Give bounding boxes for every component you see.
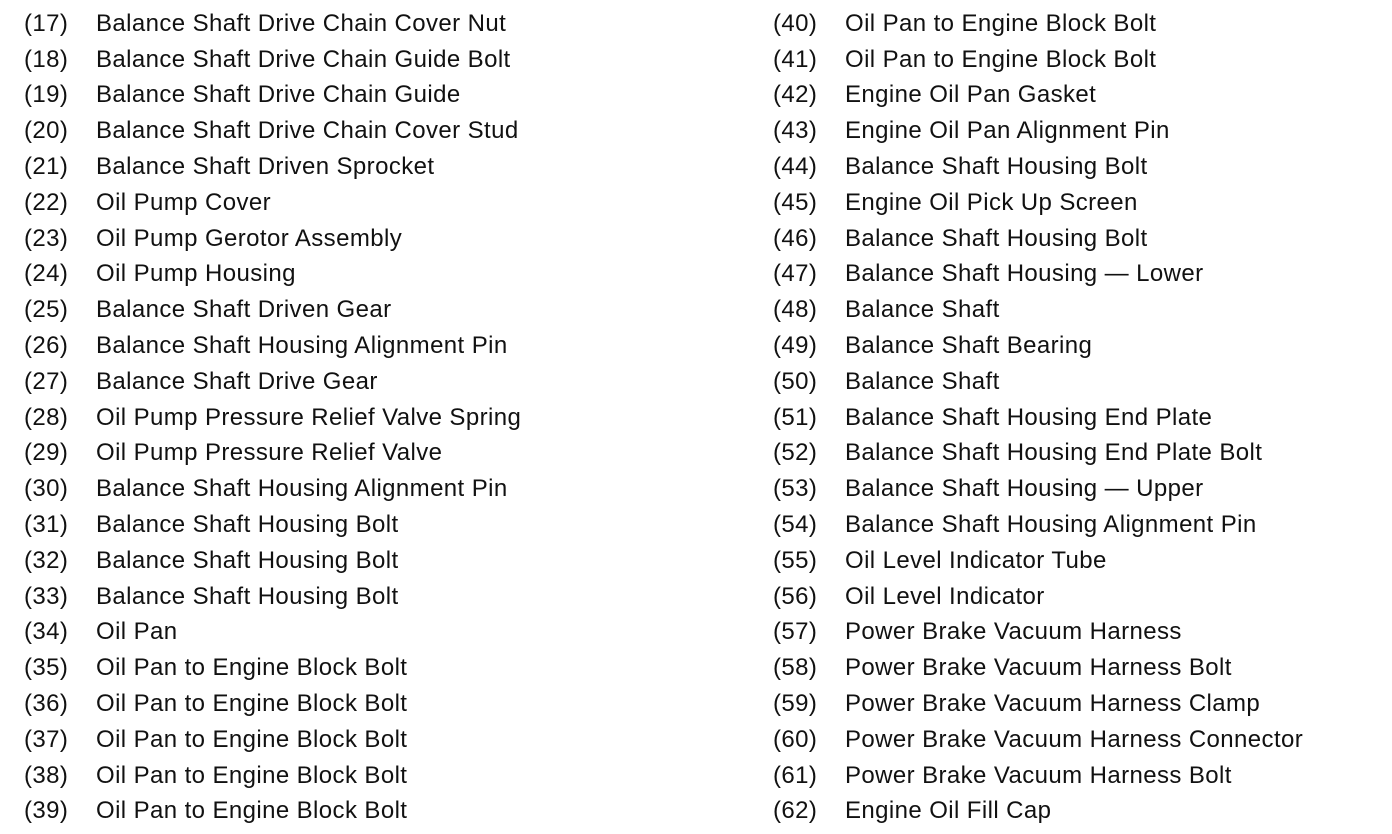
legend-item-label: Balance Shaft Driven Gear [96,296,392,324]
legend-item-label: Balance Shaft Housing End Plate [845,403,1213,431]
legend-item-label: Oil Pan to Engine Block Bolt [96,797,408,825]
legend-item-label: Engine Oil Pan Alignment Pin [845,117,1170,145]
legend-item-number: (31) [24,511,69,539]
legend-item-label: Oil Pump Housing [96,260,296,288]
legend-item-number: (49) [773,332,818,360]
legend-item-label: Balance Shaft Drive Chain Cover Nut [96,9,507,37]
legend-item-number: (45) [773,188,818,216]
legend-item-label: Oil Level Indicator [845,582,1045,610]
legend-item-label: Balance Shaft Housing — Lower [845,260,1204,288]
legend-item [24,113,521,149]
legend-item [24,579,521,615]
legend-item-label: Oil Pan [96,618,178,646]
legend-item [773,722,1303,758]
legend-item-label: Balance Shaft Housing Alignment Pin [96,475,508,503]
legend-item-number: (33) [24,582,69,610]
legend-item [24,650,521,686]
legend-item-label: Balance Shaft Bearing [845,332,1093,360]
legend-item-number: (62) [773,797,818,825]
legend-item [24,364,521,400]
legend-item-number: (46) [773,224,818,252]
legend-item-label: Balance Shaft Drive Chain Guide [96,81,461,109]
legend-item-number: (60) [773,725,818,753]
legend-item-number: (57) [773,618,818,646]
legend-item [773,579,1303,615]
legend-item-number: (17) [24,9,69,37]
legend-item-label: Balance Shaft Drive Chain Cover Stud [96,117,519,145]
legend-item-label: Balance Shaft Drive Gear [96,367,378,395]
legend-item [24,42,521,78]
legend-item-label: Oil Pump Pressure Relief Valve [96,439,443,467]
legend-item [773,185,1303,221]
legend-item-number: (19) [24,81,69,109]
legend-column-left [24,6,521,829]
legend-item [773,6,1303,42]
legend-item-number: (39) [24,797,69,825]
legend-item [24,221,521,257]
legend-item-label: Oil Pan to Engine Block Bolt [845,45,1157,73]
legend-item-number: (53) [773,475,818,503]
legend-item [773,471,1303,507]
legend-item-label: Engine Oil Fill Cap [845,797,1052,825]
legend-item [24,257,521,293]
legend-item-label: Oil Pump Cover [96,188,271,216]
legend-item-number: (50) [773,367,818,395]
legend-item-number: (61) [773,761,818,789]
legend-item [773,328,1303,364]
legend-item-number: (58) [773,654,818,682]
legend-item-label: Balance Shaft Housing Bolt [96,546,399,574]
legend-item-label: Power Brake Vacuum Harness Bolt [845,761,1232,789]
legend-item-number: (34) [24,618,69,646]
legend-item-number: (56) [773,582,818,610]
legend-item-number: (37) [24,725,69,753]
legend-item-number: (44) [773,153,818,181]
legend-item-label: Balance Shaft Housing End Plate Bolt [845,439,1263,467]
legend-item-number: (51) [773,403,818,431]
legend-item-number: (29) [24,439,69,467]
legend-item [773,292,1303,328]
legend-item [24,185,521,221]
legend-item-number: (22) [24,188,69,216]
legend-item [773,543,1303,579]
legend-item [773,758,1303,794]
legend-item [773,794,1303,830]
legend-item-number: (48) [773,296,818,324]
legend-item [24,436,521,472]
legend-item-label: Oil Pan to Engine Block Bolt [96,725,408,753]
legend-item [24,292,521,328]
legend-item-number: (36) [24,690,69,718]
legend-item [773,507,1303,543]
legend-item-number: (42) [773,81,818,109]
legend-column-right [773,6,1303,829]
legend-item [773,650,1303,686]
legend-item [773,221,1303,257]
legend-item-number: (38) [24,761,69,789]
legend-item-number: (28) [24,403,69,431]
legend-item-number: (52) [773,439,818,467]
legend-item-number: (18) [24,45,69,73]
legend-item-number: (54) [773,511,818,539]
legend-item-label: Oil Level Indicator Tube [845,546,1107,574]
legend-item-number: (55) [773,546,818,574]
legend-item-label: Balance Shaft Housing Bolt [845,224,1148,252]
legend-item-number: (41) [773,45,818,73]
legend-item-label: Oil Pan to Engine Block Bolt [96,654,408,682]
legend-item-number: (30) [24,475,69,503]
legend-item [24,471,521,507]
legend-item [24,149,521,185]
legend-item [773,436,1303,472]
legend-item-number: (59) [773,690,818,718]
legend-item-number: (32) [24,546,69,574]
legend-item [24,507,521,543]
legend-item [24,794,521,830]
legend-item-number: (40) [773,9,818,37]
legend-item [24,686,521,722]
legend-item-label: Balance Shaft [845,367,1000,395]
legend-item-label: Oil Pan to Engine Block Bolt [96,761,408,789]
legend-item-label: Balance Shaft Housing Bolt [96,582,399,610]
legend-item-label: Power Brake Vacuum Harness Clamp [845,690,1261,718]
legend-item-number: (24) [24,260,69,288]
legend-item-label: Balance Shaft Drive Chain Guide Bolt [96,45,511,73]
legend-item [773,113,1303,149]
legend-item-label: Oil Pan to Engine Block Bolt [96,690,408,718]
legend-item-label: Balance Shaft Driven Sprocket [96,153,435,181]
legend-item-label: Balance Shaft Housing Bolt [845,153,1148,181]
legend-item [773,364,1303,400]
legend-item [24,6,521,42]
legend-item [24,328,521,364]
legend-item [24,543,521,579]
legend-item [773,257,1303,293]
legend-item-label: Engine Oil Pick Up Screen [845,188,1138,216]
legend-item-label: Balance Shaft [845,296,1000,324]
legend-item-number: (27) [24,367,69,395]
legend-item-number: (25) [24,296,69,324]
legend-item-number: (20) [24,117,69,145]
legend-item-label: Power Brake Vacuum Harness Connector [845,725,1304,753]
legend-item-number: (43) [773,117,818,145]
legend-item-label: Engine Oil Pan Gasket [845,81,1097,109]
legend-item-label: Balance Shaft Housing Alignment Pin [845,511,1257,539]
legend-item-number: (47) [773,260,818,288]
legend-item [24,758,521,794]
legend-item-number: (21) [24,153,69,181]
legend-item [773,400,1303,436]
legend-item [773,78,1303,114]
legend-item-label: Oil Pump Pressure Relief Valve Spring [96,403,522,431]
legend-item [773,149,1303,185]
legend-item [773,615,1303,651]
legend-item-label: Balance Shaft Housing Alignment Pin [96,332,508,360]
legend-item-number: (23) [24,224,69,252]
legend-item-number: (35) [24,654,69,682]
legend-item-number: (26) [24,332,69,360]
legend-item-label: Power Brake Vacuum Harness [845,618,1182,646]
legend-item [773,42,1303,78]
legend-item [24,78,521,114]
legend-item-label: Balance Shaft Housing Bolt [96,511,399,539]
legend-item-label: Balance Shaft Housing — Upper [845,475,1204,503]
legend-item-label: Oil Pan to Engine Block Bolt [845,9,1157,37]
legend-item [24,400,521,436]
legend-item [24,615,521,651]
legend-item-label: Power Brake Vacuum Harness Bolt [845,654,1232,682]
legend-item [773,686,1303,722]
legend-item-label: Oil Pump Gerotor Assembly [96,224,403,252]
legend-item [24,722,521,758]
